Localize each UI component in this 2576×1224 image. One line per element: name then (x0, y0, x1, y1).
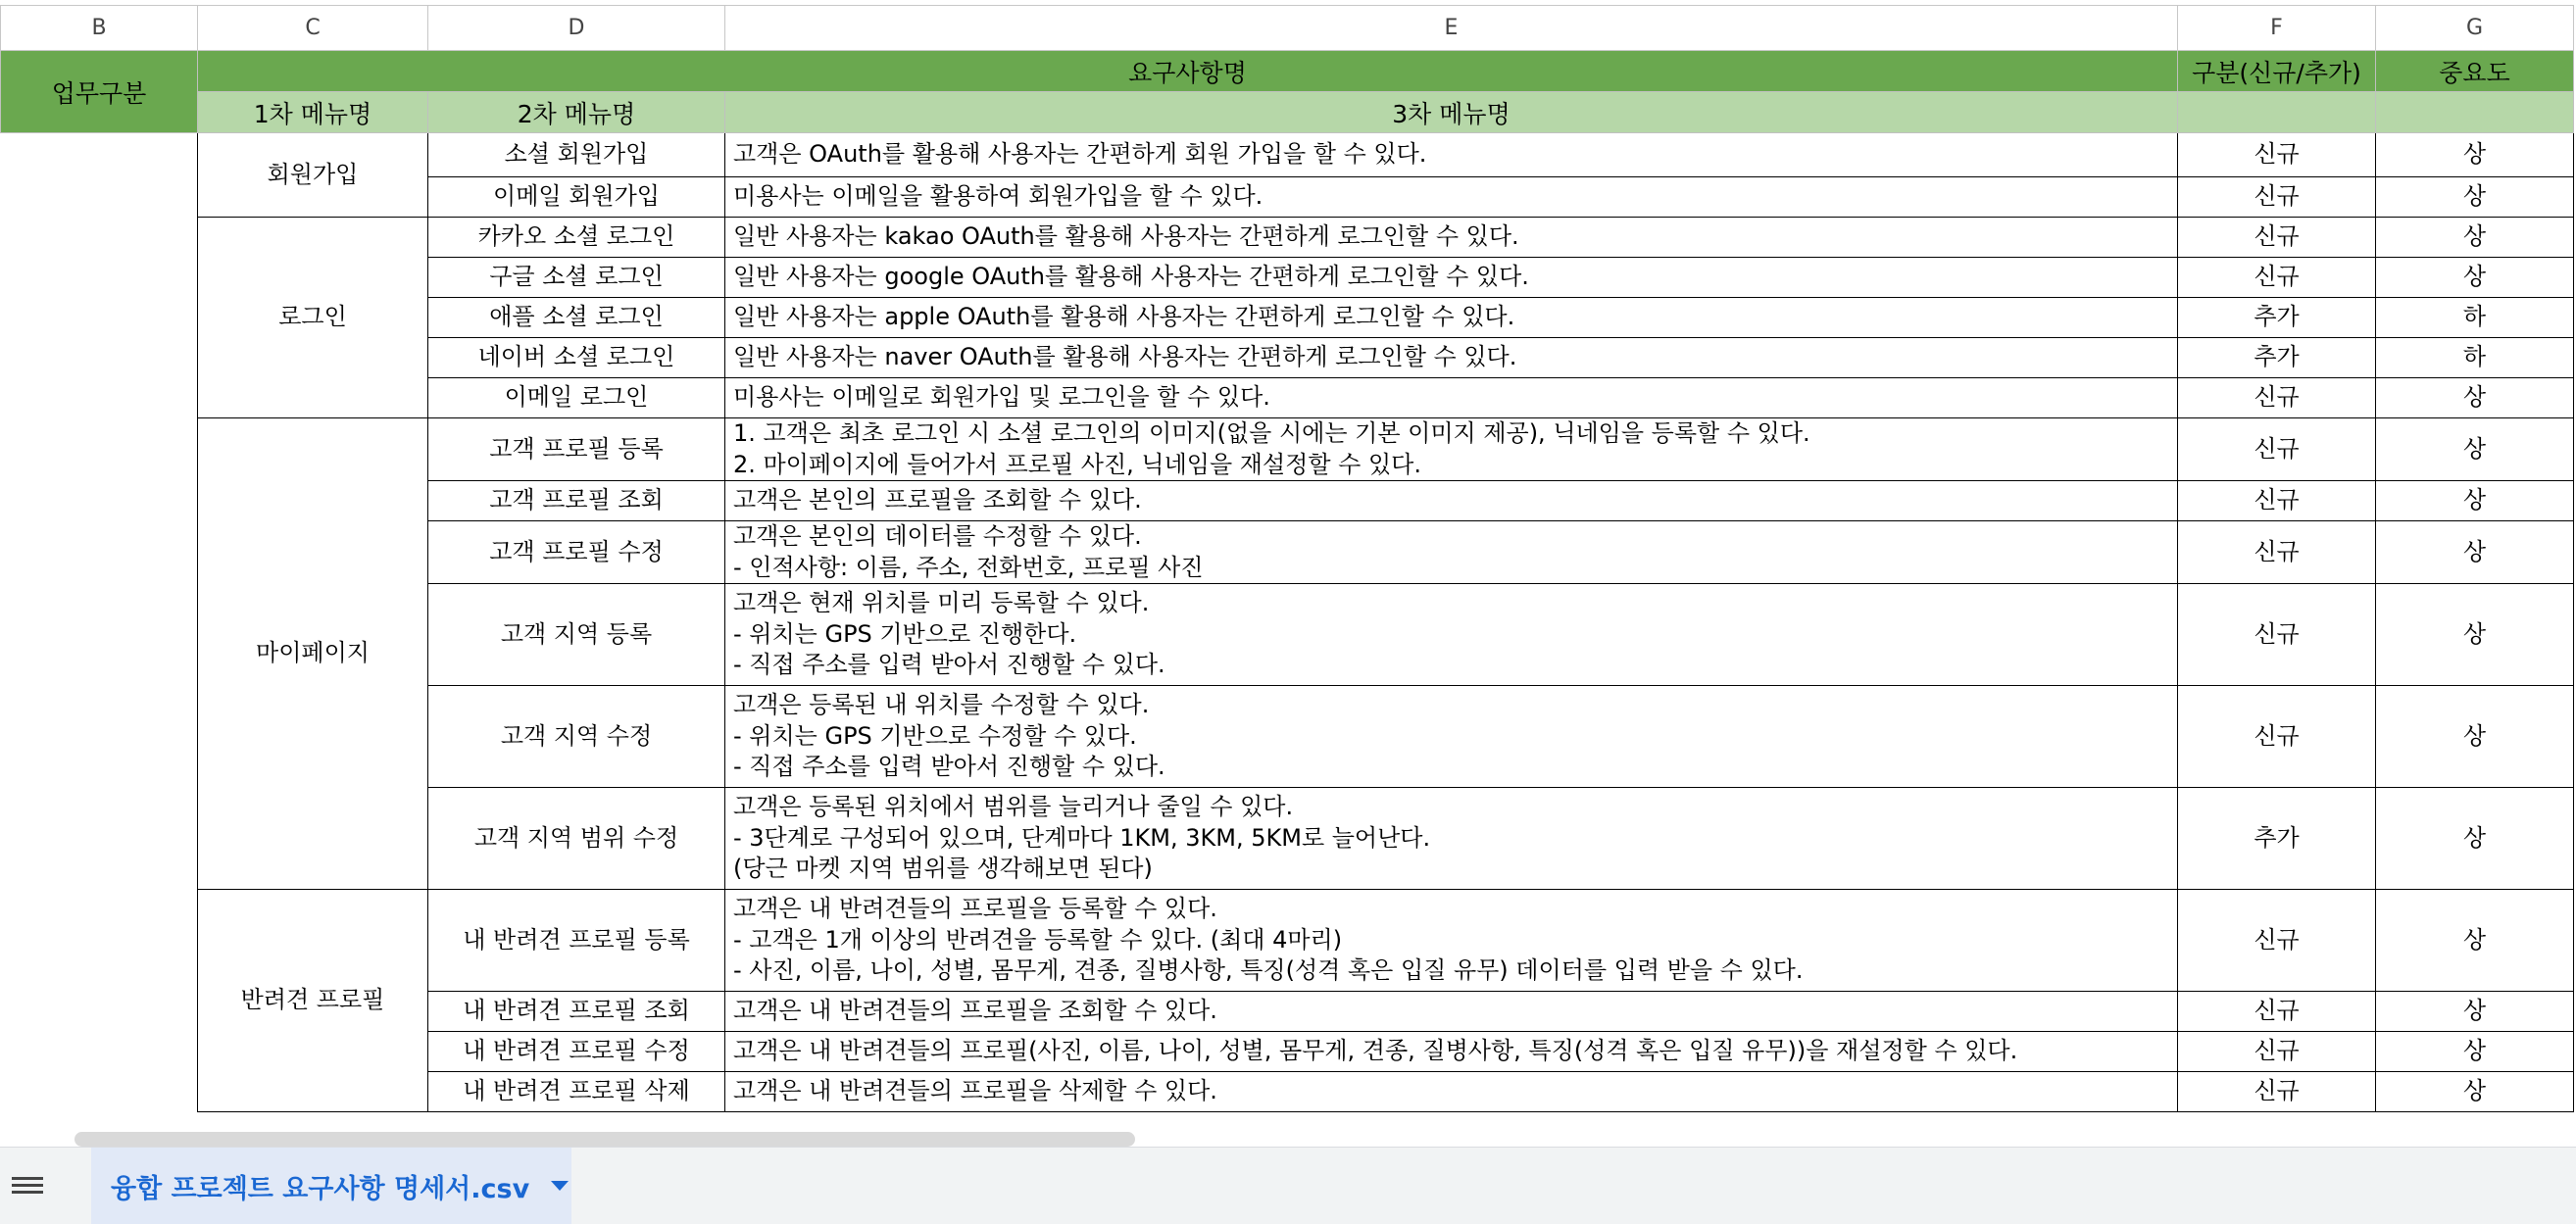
cell-priority[interactable]: 상 (2376, 788, 2574, 890)
table-row (1, 218, 2574, 258)
cell-priority[interactable]: 상 (2376, 218, 2574, 258)
cell-type[interactable]: 신규 (2178, 1032, 2376, 1072)
cell-description[interactable]: 고객은 OAuth를 활용해 사용자는 간편하게 회원 가입을 할 수 있다. (725, 133, 2178, 177)
cell-menu1[interactable]: 반려견 프로필 (198, 890, 428, 1112)
cell-type[interactable]: 추가 (2178, 298, 2376, 338)
cell-description[interactable]: 미용사는 이메일로 회원가입 및 로그인을 할 수 있다. (725, 378, 2178, 418)
cell-type[interactable]: 신규 (2178, 218, 2376, 258)
cell-description[interactable]: 고객은 내 반려견들의 프로필(사진, 이름, 나이, 성별, 몸무게, 견종, 질병사항, 특징(성격 혹은 입질 유무))을 재설정할 수 있다. (725, 1032, 2178, 1072)
cell-menu2[interactable]: 네이버 소셜 로그인 (428, 338, 725, 378)
cell-type[interactable]: 신규 (2178, 890, 2376, 992)
cell-description[interactable]: 미용사는 이메일을 활용하여 회원가입을 할 수 있다. (725, 177, 2178, 218)
cell-menu2[interactable]: 내 반려견 프로필 수정 (428, 1032, 725, 1072)
cell-menu2[interactable]: 고객 프로필 수정 (428, 521, 725, 584)
cell-description[interactable]: 고객은 등록된 위치에서 범위를 늘리거나 줄일 수 있다. - 3단계로 구성되어 있으며, 단계마다 1KM, 3KM, 5KM로 늘어난다. (당근 마켓 지역 범위를 생각해보면 된다) (725, 788, 2178, 890)
header-row-2 (1, 92, 2574, 133)
hamburger-menu-icon[interactable] (12, 1173, 43, 1199)
cell-menu2[interactable]: 내 반려견 프로필 삭제 (428, 1072, 725, 1112)
header-priority[interactable]: 중요도 (2376, 51, 2574, 92)
cell-type[interactable]: 신규 (2178, 686, 2376, 788)
cell-priority[interactable]: 상 (2376, 992, 2574, 1032)
cell-menu2[interactable]: 고객 지역 수정 (428, 686, 725, 788)
cell-priority[interactable]: 상 (2376, 584, 2574, 686)
cell-priority[interactable]: 상 (2376, 521, 2574, 584)
cell-menu2[interactable]: 소셜 회원가입 (428, 133, 725, 177)
cell-priority[interactable]: 상 (2376, 418, 2574, 481)
cell-menu2[interactable]: 이메일 회원가입 (428, 177, 725, 218)
cell-priority[interactable]: 하 (2376, 338, 2574, 378)
cell-priority[interactable]: 상 (2376, 1032, 2574, 1072)
cell-menu1[interactable]: 로그인 (198, 218, 428, 418)
cell-description[interactable]: 일반 사용자는 kakao OAuth를 활용해 사용자는 간편하게 로그인할 수 있다. (725, 218, 2178, 258)
scrollbar-thumb[interactable] (74, 1132, 1135, 1147)
cell-type[interactable]: 신규 (2178, 992, 2376, 1032)
cell-type[interactable]: 신규 (2178, 177, 2376, 218)
column-header-e[interactable]: E (725, 6, 2178, 51)
sheet-tab-bar (0, 1147, 2576, 1224)
column-header-d[interactable]: D (428, 6, 725, 51)
cell-menu1[interactable]: 회원가입 (198, 133, 428, 218)
cell-priority[interactable]: 상 (2376, 177, 2574, 218)
header-row-1 (1, 51, 2574, 92)
cell-type[interactable]: 신규 (2178, 1072, 2376, 1112)
cell-menu2[interactable]: 고객 프로필 등록 (428, 418, 725, 481)
cell-menu2[interactable]: 이메일 로그인 (428, 378, 725, 418)
cell-priority[interactable]: 상 (2376, 686, 2574, 788)
cell-menu2[interactable]: 카카오 소셜 로그인 (428, 218, 725, 258)
cell-menu2[interactable]: 애플 소셜 로그인 (428, 298, 725, 338)
horizontal-scrollbar[interactable] (0, 1125, 2576, 1147)
header-requirement-name[interactable]: 요구사항명 (198, 51, 2178, 92)
table-row (1, 418, 2574, 481)
cell-type[interactable]: 신규 (2178, 133, 2376, 177)
cell-menu2[interactable]: 고객 지역 등록 (428, 584, 725, 686)
cell-description[interactable]: 고객은 등록된 내 위치를 수정할 수 있다. - 위치는 GPS 기반으로 수정할 수 있다. - 직접 주소를 입력 받아서 진행할 수 있다. (725, 686, 2178, 788)
cell-type[interactable]: 신규 (2178, 378, 2376, 418)
cell-business-category[interactable] (1, 133, 198, 1112)
cell-type[interactable]: 신규 (2178, 481, 2376, 521)
table-row (1, 133, 2574, 177)
cell-type[interactable]: 추가 (2178, 788, 2376, 890)
column-header-f[interactable]: F (2178, 6, 2376, 51)
sheet-tab[interactable] (91, 1148, 571, 1224)
cell-priority[interactable]: 상 (2376, 1072, 2574, 1112)
header-business-category[interactable]: 업무구분 (1, 51, 198, 133)
cell-priority[interactable]: 상 (2376, 481, 2574, 521)
cell-menu2[interactable]: 고객 프로필 조회 (428, 481, 725, 521)
requirements-table (0, 5, 2574, 1112)
column-header-b[interactable]: B (1, 6, 198, 51)
header-type[interactable]: 구분(신규/추가) (2178, 51, 2376, 92)
sheet-tab-label: 융합 프로젝트 요구사항 명세서.csv (111, 1173, 530, 1204)
cell-type[interactable]: 신규 (2178, 258, 2376, 298)
cell-menu2[interactable]: 내 반려견 프로필 등록 (428, 890, 725, 992)
header-type-empty[interactable] (2178, 92, 2376, 133)
cell-description[interactable]: 일반 사용자는 naver OAuth를 활용해 사용자는 간편하게 로그인할 수 있다. (725, 338, 2178, 378)
column-header-c[interactable]: C (198, 6, 428, 51)
header-priority-empty[interactable] (2376, 92, 2574, 133)
cell-menu2[interactable]: 내 반려견 프로필 조회 (428, 992, 725, 1032)
cell-priority[interactable]: 상 (2376, 890, 2574, 992)
cell-description[interactable]: 1. 고객은 최초 로그인 시 소셜 로그인의 이미지(없을 시에는 기본 이미지 제공), 닉네임을 등록할 수 있다. 2. 마이페이지에 들어가서 프로필 사진, 닉네임을 재설정할 수 있다. (725, 418, 2178, 481)
cell-description[interactable]: 고객은 내 반려견들의 프로필을 등록할 수 있다. - 고객은 1개 이상의 반려견을 등록할 수 있다. (최대 4마리) - 사진, 이름, 나이, 성별, 몸무게, 견종, 질병사항, 특징(성격 혹은 입질 유무) 데이터를 입력 받을 수 있다. (725, 890, 2178, 992)
cell-priority[interactable]: 하 (2376, 298, 2574, 338)
header-menu3[interactable]: 3차 메뉴명 (725, 92, 2178, 133)
header-menu2[interactable]: 2차 메뉴명 (428, 92, 725, 133)
caret-down-icon[interactable] (551, 1181, 569, 1191)
cell-description[interactable]: 고객은 내 반려견들의 프로필을 조회할 수 있다. (725, 992, 2178, 1032)
column-header-g[interactable]: G (2376, 6, 2574, 51)
cell-type[interactable]: 신규 (2178, 418, 2376, 481)
cell-type[interactable]: 신규 (2178, 584, 2376, 686)
cell-description[interactable]: 일반 사용자는 apple OAuth를 활용해 사용자는 간편하게 로그인할 수 있다. (725, 298, 2178, 338)
cell-description[interactable]: 고객은 내 반려견들의 프로필을 삭제할 수 있다. (725, 1072, 2178, 1112)
column-header-row (1, 6, 2574, 51)
cell-description[interactable]: 고객은 본인의 프로필을 조회할 수 있다. (725, 481, 2178, 521)
header-menu1[interactable]: 1차 메뉴명 (198, 92, 428, 133)
cell-type[interactable]: 신규 (2178, 521, 2376, 584)
cell-description[interactable]: 일반 사용자는 google OAuth를 활용해 사용자는 간편하게 로그인할 수 있다. (725, 258, 2178, 298)
table-row (1, 890, 2574, 992)
cell-priority[interactable]: 상 (2376, 133, 2574, 177)
cell-menu1[interactable]: 마이페이지 (198, 418, 428, 890)
cell-menu2[interactable]: 고객 지역 범위 수정 (428, 788, 725, 890)
cell-priority[interactable]: 상 (2376, 378, 2574, 418)
cell-menu2[interactable]: 구글 소셜 로그인 (428, 258, 725, 298)
cell-priority[interactable]: 상 (2376, 258, 2574, 298)
cell-type[interactable]: 추가 (2178, 338, 2376, 378)
cell-description[interactable]: 고객은 본인의 데이터를 수정할 수 있다. - 인적사항: 이름, 주소, 전화번호, 프로필 사진 (725, 521, 2178, 584)
cell-description[interactable]: 고객은 현재 위치를 미리 등록할 수 있다. - 위치는 GPS 기반으로 진행한다. - 직접 주소를 입력 받아서 진행할 수 있다. (725, 584, 2178, 686)
